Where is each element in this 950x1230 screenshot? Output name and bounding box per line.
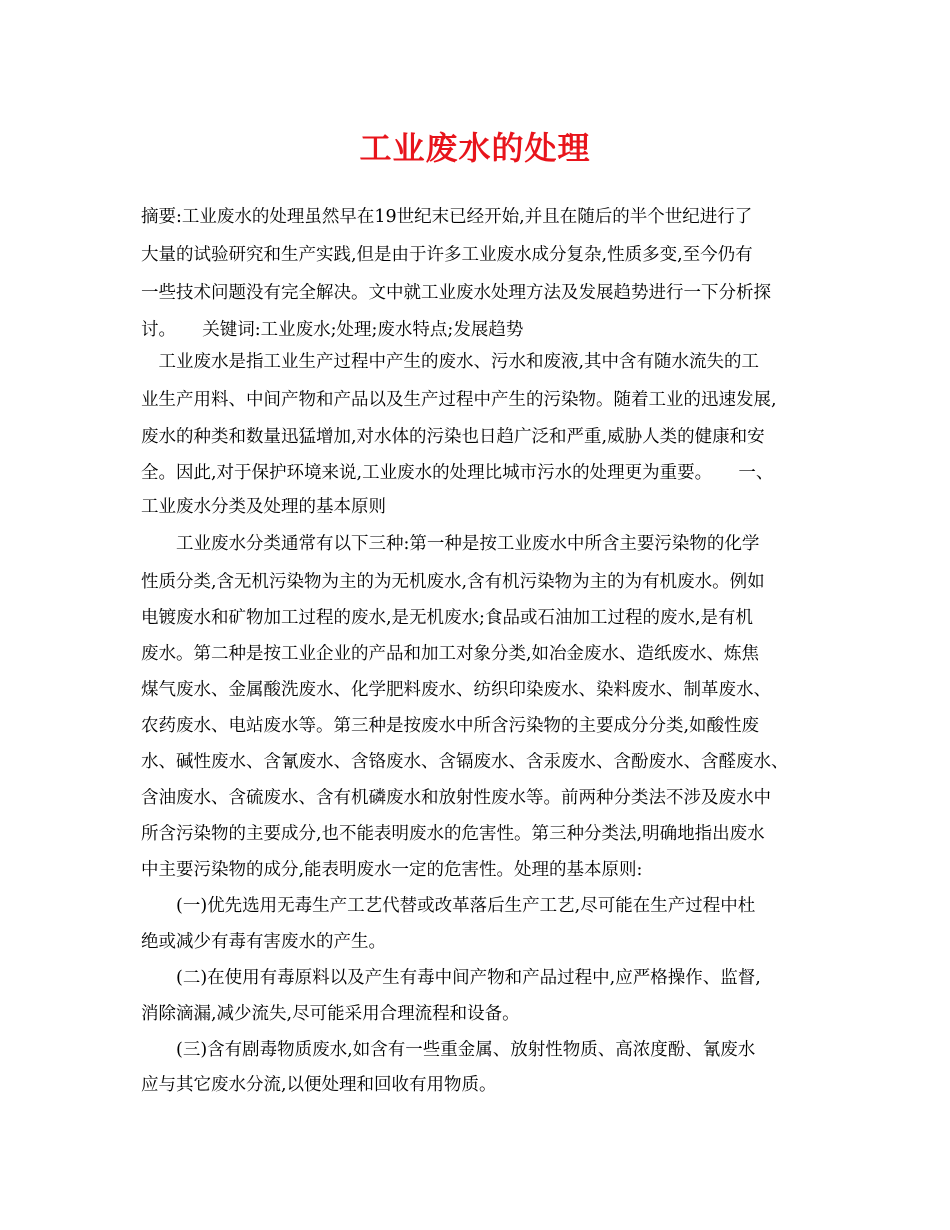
text-line: 电镀废水和矿物加工过程的废水,是无机废水;食品或石油加工过程的废水,是有机 [141,608,754,628]
text-line: 工业废水分类通常有以下三种:第一种是按工业废水中所含主要污染物的化学 [141,534,760,554]
text-line: 煤气废水、金属酸洗废水、化学肥料废水、纺织印染废水、染料废水、制革废水、 [141,680,771,700]
text-line: 性质分类,含无机污染物为主的为无机废水,含有机污染物为主的为有机废水。例如 [141,572,765,592]
text-line: 含油废水、含硫废水、含有机磷废水和放射性废水等。前两种分类法不涉及废水中 [141,788,771,808]
text-line: 废水的种类和数量迅猛增加,对水体的污染也日趋广泛和严重,威胁人类的健康和安 [141,427,765,447]
text-line: (二)在使用有毒原料以及产生有毒中间产物和产品过程中,应严格操作、监督, [141,968,761,988]
text-line: 讨。 关键词:工业废水;处理;废水特点;发展趋势 [141,320,524,340]
text-line: 一些技术问题没有完全解决。文中就工业废水处理方法及发展趋势进行一下分析探 [141,283,771,303]
text-line: 业生产用料、中间产物和产品以及生产过程中产生的污染物。随着工业的迅速发展, [141,390,777,410]
text-line: 应与其它废水分流,以便处理和回收有用物质。 [141,1075,497,1095]
text-line: 水、碱性废水、含氰废水、含铬废水、含镉废水、含汞废水、含酚废水、含醛废水、 [141,752,789,772]
text-line: 工业废水分类及处理的基本原则 [141,497,386,517]
text-line: 工业废水是指工业生产过程中产生的废水、污水和废液,其中含有随水流失的工 [141,352,760,372]
document-title: 工业废水的处理 [359,129,591,167]
text-line: 中主要污染物的成分,能表明废水一定的危害性。处理的基本原则: [141,860,643,880]
text-line: 消除滴漏,减少流失,尽可能采用合理流程和设备。 [141,1004,520,1024]
text-line: 废水。第二种是按工业企业的产品和加工对象分类,如冶金废水、造纸废水、炼焦 [141,644,760,664]
text-line: 绝或减少有毒有害废水的产生。 [141,932,386,952]
text-line: (三)含有剧毒物质废水,如含有一些重金属、放射性物质、高浓度酚、氰废水 [141,1040,756,1060]
text-line: (一)优先选用无毒生产工艺代替或改革落后生产工艺,尽可能在生产过程中杜 [141,896,756,916]
text-line: 全。因此,对于保护环境来说,工业废水的处理比城市污水的处理更为重要。 一、 [141,463,774,483]
text-line: 农药废水、电站废水等。第三种是按废水中所含污染物的主要成分分类,如酸性废 [141,716,760,736]
text-line: 大量的试验研究和生产实践,但是由于许多工业废水成分复杂,性质多变,至今仍有 [141,245,753,265]
text-line: 所含污染物的主要成分,也不能表明废水的危害性。第三种分类法,明确地指出废水 [141,824,765,844]
text-line: 摘要:工业废水的处理虽然早在19世纪末已经开始,并且在随后的半个世纪进行了 [141,207,753,227]
